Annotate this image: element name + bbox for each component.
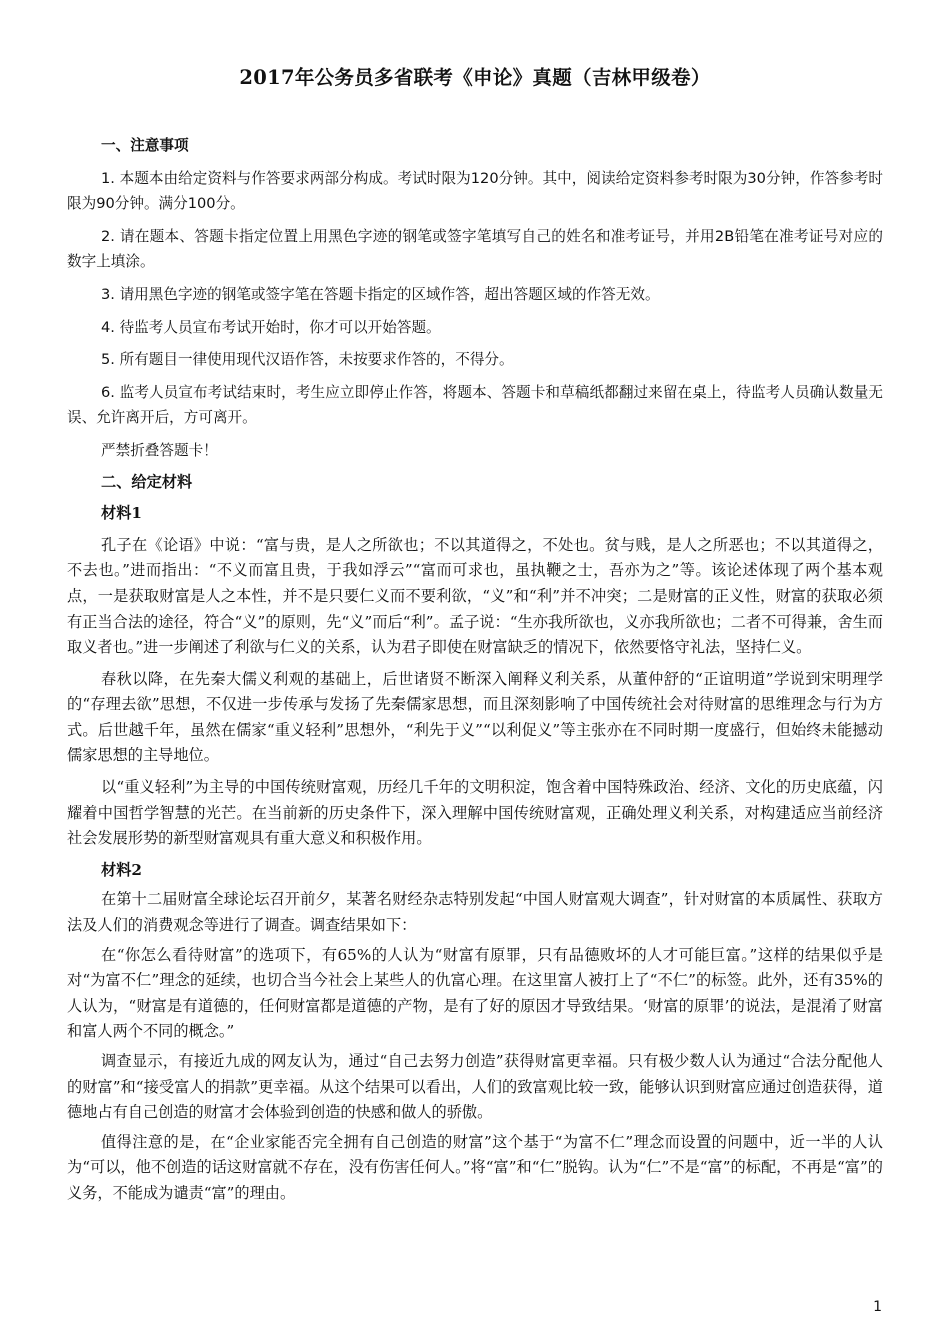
material-1-paragraph-1: 孔子在《论语》中说：“富与贵，是人之所欲也；不以其道得之，不处也。贫与贱，是人之所恶也；不以其道得之，不去也。”进而指出：“不义而富且贵，于我如浮云”“富而可求也，虽执鞭之士，吾亦为之”等。该论述体现了两个基本观点，一是获取财富是人之本性，并不是只要仁义而不要利欲，“义”和“利”并不冲突；二是财富的正义性，财富的获取必须有正当合法的途径，符合“义”的原则，先“义”而后“利”。孟子说：“生亦我所欲也，义亦我所欲也；二者不可得兼，舍生而取义者也。”进一步阐述了利欲与仁义的关系，认为君子即使在财富缺乏的情况下，依然要恪守礼法，坚持仁义。 xyxy=(67,535,883,657)
material-2-paragraph-1: 在第十二届财富全球论坛召开前夕，某著名财经杂志特别发起“中国人财富观大调查”，针对财富的本质属性、获取方法及人们的消费观念等进行了调查。调查结果如下： xyxy=(67,890,883,935)
section-heading-materials: 二、给定材料 xyxy=(101,472,193,491)
material-1-paragraph-3: 以“重义轻利”为主导的中国传统财富观，历经几千年的文明积淀，饱含着中国特殊政治、经济、文化的历史底蕴，闪耀着中国哲学智慧的光芒。在当前新的历史条件下，深入理解中国传统财富观，正确处理义利关系，对构建适应当前经济社会发展形势的新型财富观具有重大意义和积极作用。 xyxy=(67,778,883,848)
material-2-paragraph-3: 调查显示，有接近九成的网友认为，通过“自己去努力创造”获得财富更幸福。只有极少数人认为通过“合法分配他人的财富”和“接受富人的捐款”更幸福。从这个结果可以看出，人们的致富观比较一致，能够认识到财富应通过创造获得，道德地占有自己创造的财富才会体验到创造的快感和做人的骄傲。 xyxy=(67,1052,883,1122)
section-heading-notes: 一、注意事项 xyxy=(101,137,189,154)
material-1-paragraph-2: 春秋以降，在先秦大儒义利观的基础上，后世诸贤不断深入阐释义利关系，从董仲舒的“正谊明道”学说到宋明理学的“存理去欲”思想，不仅进一步传承与发扬了先秦儒家思想，而且深刻影响了中国传统社会对待财富的思维理念与行为方式。后世越千年，虽然在儒家“重义轻利”思想外，“利先于义”“以利促义”等主张亦在不同时期一度盛行，但始终未能撼动儒家思想的主导地位。 xyxy=(67,669,883,765)
document-body xyxy=(67,133,883,1207)
notice-item-1: 1. 本题本由给定资料与作答要求两部分构成。考试时限为120分钟。其中，阅读给定资料参考时限为30分钟，作答参考时限为90分钟。满分100分。 xyxy=(67,169,883,213)
notice-item-2: 2. 请在题本、答题卡指定位置上用黑色字迹的钢笔或签字笔填写自己的姓名和准考证号，并用2B铅笔在准考证号对应的数字上填涂。 xyxy=(67,227,883,271)
material-2-paragraph-4: 值得注意的是，在“企业家能否完全拥有自己创造的财富”这个基于“为富不仁”理念而设置的问题中，近一半的人认为“可以，他不创造的话这财富就不存在，没有伤害任何人。”将“富”和“仁”脱钩。认为“仁”不是“富”的标配，不再是“富”的义务，不能成为谴责“富”的理由。 xyxy=(67,1132,883,1202)
page-number: 1 xyxy=(873,1299,882,1315)
notice-warning: 严禁折叠答题卡！ xyxy=(101,441,218,459)
notice-item-4: 4. 待监考人员宣布考试开始时，你才可以开始答题。 xyxy=(101,318,441,336)
material-2-paragraph-2: 在“你怎么看待财富”的选项下，有65%的人认为“财富有原罪，只有品德败坏的人才可能巨富。”这样的结果似乎是对“为富不仁”理念的延续，也切合当今社会上某些人的仇富心理。在这里富人被打上了“不仁”的标签。此外，还有35%的人认为，“财富是有道德的，任何财富都是道德的产物，是有了好的原因才导致结果。‘财富的原罪’的说法，是混淆了财富和富人两个不同的概念。” xyxy=(67,945,883,1041)
notice-item-5: 5. 所有题目一律使用现代汉语作答，未按要求作答的，不得分。 xyxy=(101,351,514,369)
material-1-label: 材料1 xyxy=(101,504,142,523)
notice-item-6: 6. 监考人员宣布考试结束时，考生应立即停止作答，将题本、答题卡和草稿纸都翻过来留在桌上，待监考人员确认数量无误、允许离开后，方可离开。 xyxy=(67,383,883,427)
material-2-label: 材料2 xyxy=(101,860,142,879)
notice-item-3: 3. 请用黑色字迹的钢笔或签字笔在答题卡指定的区域作答，超出答题区域的作答无效。 xyxy=(101,285,660,303)
page-title: 2017年公务员多省联考《申论》真题（吉林甲级卷） xyxy=(239,66,711,89)
